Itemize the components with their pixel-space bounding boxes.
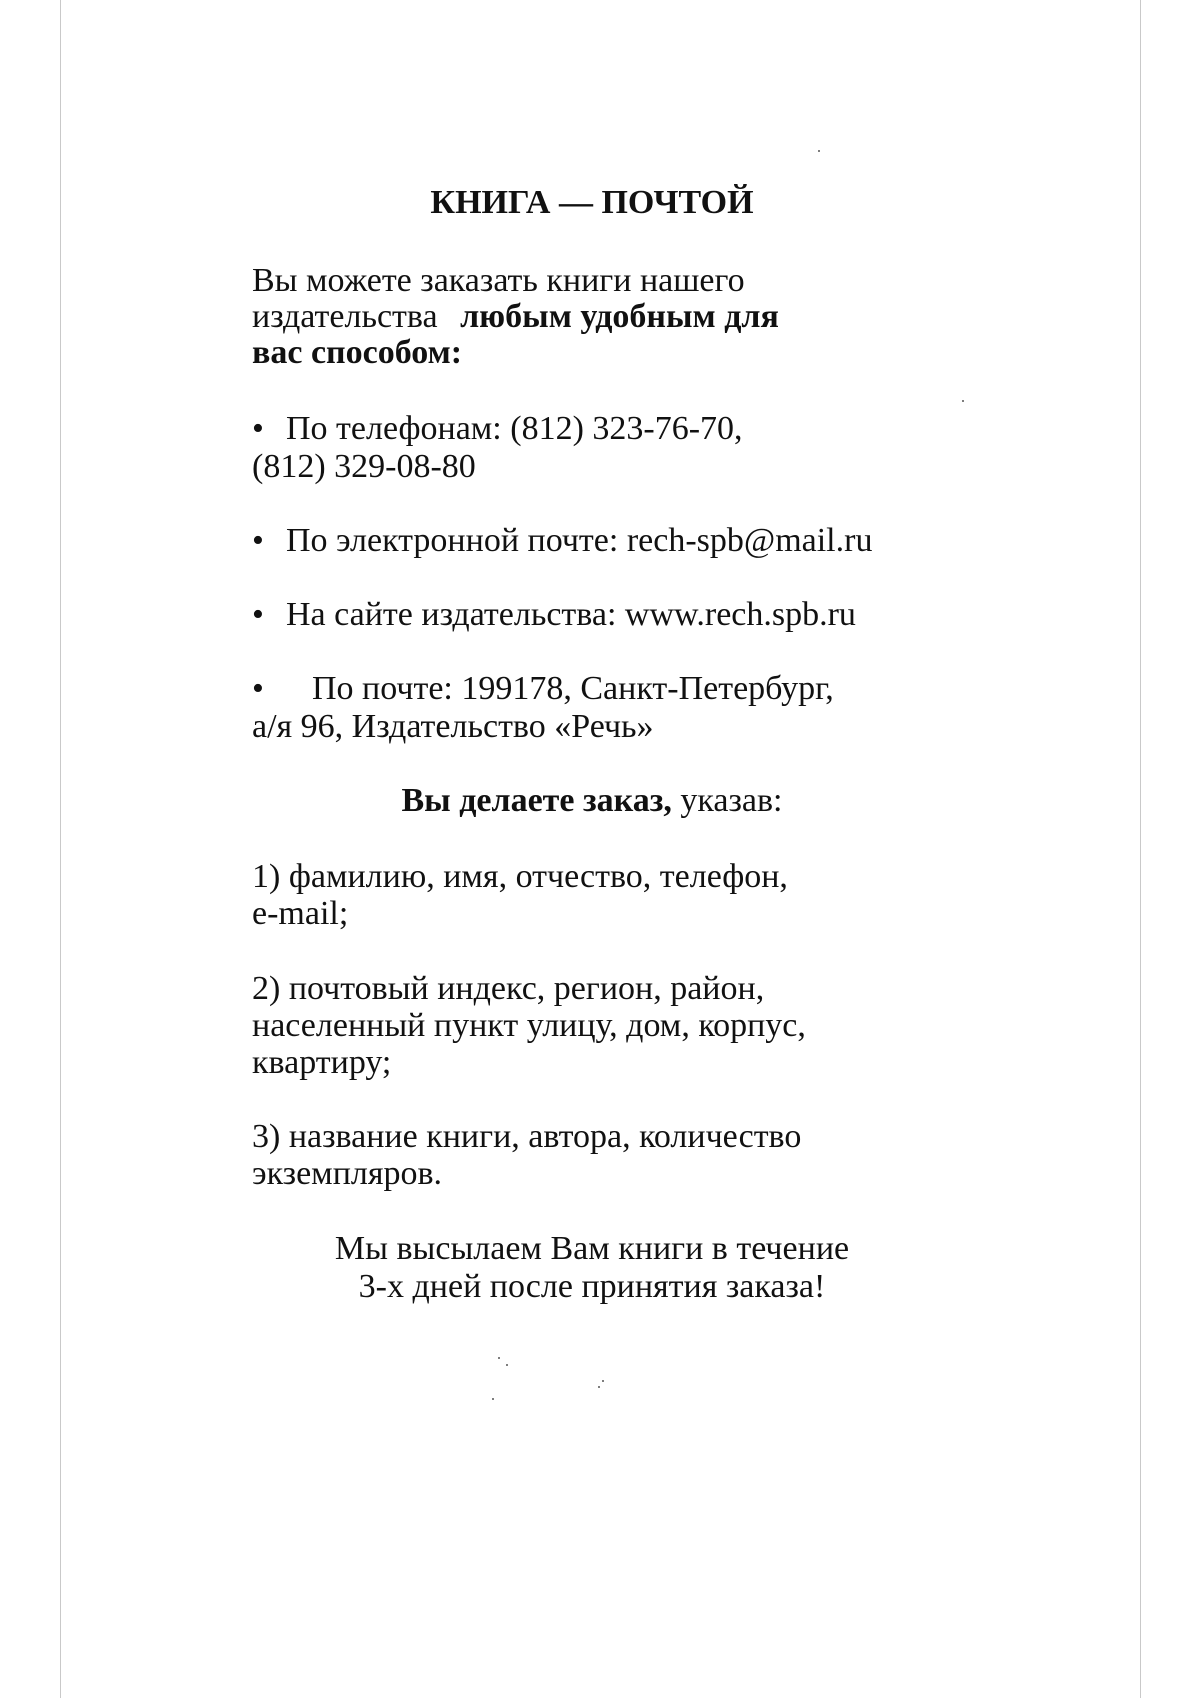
page-edge-left [60,0,61,1698]
closing-line-1: Мы высылаем Вам книги в течение [334,1230,850,1267]
method-phone-line-1 [252,410,743,448]
method-mail-line-1 [252,670,834,708]
intro-bold-text: любым удобным для [460,298,779,335]
intro-line-3: вас способом: [252,334,463,371]
method-phone-text: По телефонам: (812) 323-76-70, [286,410,743,447]
page-edge-right [1140,0,1141,1698]
bullet-icon: • [252,670,264,707]
method-mail-text: По почте: 199178, Санкт-Петербург, [312,670,834,707]
intro-plain-text: издательства [252,298,438,335]
order-heading-plain: указав: [680,782,783,819]
order-item-1-line-2: e-mail; [252,895,349,932]
scan-speck [818,150,820,152]
order-heading-bold: Вы делаете заказ, [401,782,672,819]
method-email-text: По электронной почте: rech-spb@mail.ru [286,522,873,559]
bullet-icon: • [252,596,264,633]
order-item-1-line-1: 1) фамилию, имя, отчество, телефон, [252,858,788,895]
method-website-text: На сайте издательства: www.rech.spb.ru [286,596,856,633]
scan-speck [506,1364,508,1366]
method-mail-line-2: а/я 96, Издательство «Речь» [252,708,654,745]
method-phone-line-2: (812) 329-08-80 [252,448,476,485]
intro-line-2 [252,298,779,336]
bullet-icon: • [252,522,264,559]
intro-line-1: Вы можете заказать книги нашего [252,262,745,299]
scan-speck [598,1386,600,1388]
closing-line-2: 3-х дней после принятия заказа! [358,1268,826,1305]
order-heading [252,782,932,820]
scan-speck [492,1398,494,1400]
order-item-2-line-1: 2) почтовый индекс, регион, район, [252,970,765,1007]
order-item-2-line-3: квартиру; [252,1044,392,1081]
bullet-icon: • [252,410,264,447]
order-item-2-line-2: населенный пункт улицу, дом, корпус, [252,1007,806,1044]
scan-speck [602,1380,604,1382]
order-item-3-line-1: 3) название книги, автора, количество [252,1118,802,1155]
order-item-3-line-2: экземпляров. [252,1155,443,1192]
method-website [252,596,856,634]
page-title: КНИГА — ПОЧТОЙ [430,184,754,221]
scan-speck [962,400,964,402]
scan-speck [498,1357,500,1359]
method-email [252,522,872,560]
